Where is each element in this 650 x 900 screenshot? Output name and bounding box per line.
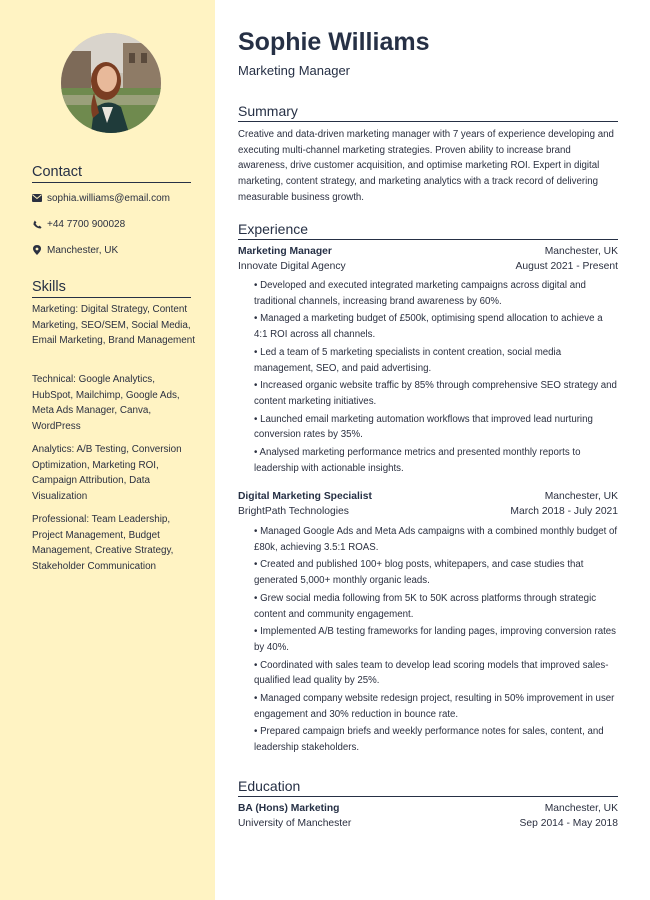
list-item: • Developed and executed integrated marketing campaigns across digital and traditional channels, increasing brand awareness by 60%. bbox=[254, 280, 586, 307]
education-school: University of Manchester bbox=[238, 818, 352, 829]
job-2-subheader bbox=[238, 506, 618, 517]
contact-email[interactable] bbox=[32, 191, 170, 205]
person-name: Sophie Williams bbox=[238, 28, 430, 56]
list-item: • Grew social media following from 5K to 50K across platforms through strategic content and community engagement. bbox=[254, 592, 597, 620]
list-item: • Prepared campaign briefs and weekly performance notes for sales, content, and leadership stakeholders. bbox=[254, 726, 604, 754]
job-1-dates: August 2021 - Present bbox=[515, 261, 618, 272]
job-1-company: Innovate Digital Agency bbox=[238, 261, 346, 272]
skill-group-professional: Professional: Team Leadership, Project Management, Budget Management, Creative Strategy, Stakeholder Communication bbox=[32, 514, 174, 572]
contact-location bbox=[32, 243, 118, 257]
email-text: sophia.williams@email.com bbox=[47, 192, 170, 204]
skills-heading: Skills bbox=[32, 279, 191, 298]
skill-group-technical: Technical: Google Analytics, HubSpot, Mailchimp, Google Ads, Meta Ads Manager, Canva, WordPress bbox=[32, 374, 180, 432]
job-1-header bbox=[238, 246, 618, 257]
skill-group-marketing: Marketing: Digital Strategy, Content Marketing, SEO/SEM, Social Media, Email Marketing, Brand Management bbox=[32, 304, 196, 346]
list-item: • Analysed marketing performance metrics and presented monthly reports to leadership with actionable insights. bbox=[254, 447, 581, 474]
education-header bbox=[238, 803, 618, 814]
list-item: • Coordinated with sales team to develop lead scoring models that improved sales-qualified lead quality by 25%. bbox=[254, 659, 609, 687]
list-item: • Created and published 100+ blog posts, whitepapers, and case studies that generated 5,000+ monthly organic leads. bbox=[254, 559, 584, 587]
skill-group-analytics: Analytics: A/B Testing, Conversion Optimization, Marketing ROI, Campaign Attribution, Data Visualization bbox=[32, 444, 182, 502]
job-2-header bbox=[238, 491, 618, 502]
education-subheader bbox=[238, 818, 618, 829]
phone-text: +44 7700 900028 bbox=[47, 218, 126, 230]
education-location: Manchester, UK bbox=[544, 803, 618, 814]
job-1-subheader bbox=[238, 261, 618, 272]
experience-heading: Experience bbox=[238, 221, 618, 240]
list-item: • Managed a marketing budget of £500k, optimising spend allocation to achieve a 4:1 ROI across all channels. bbox=[254, 313, 603, 341]
job-1-location: Manchester, UK bbox=[544, 246, 618, 257]
sidebar bbox=[0, 0, 215, 900]
job-2-title: Digital Marketing Specialist bbox=[238, 491, 372, 502]
envelope-icon bbox=[32, 193, 42, 203]
contact-phone[interactable] bbox=[32, 217, 125, 231]
summary-heading: Summary bbox=[238, 103, 618, 122]
profile-photo bbox=[61, 33, 161, 133]
summary-text: Creative and data-driven marketing manager with 7 years of experience developing and executing multi-channel marketing strategies. Proven ability to increase brand awareness, drive customer acquisition, and optimise marketing ROI. Expert in digital marketing, content strategy, and marketing analytics with a track record of delivering measurable business growth. bbox=[238, 129, 614, 203]
job-2-bullets bbox=[254, 524, 618, 758]
education-degree: BA (Hons) Marketing bbox=[238, 803, 340, 814]
location-text: Manchester, UK bbox=[47, 244, 119, 256]
job-1-bullets bbox=[254, 278, 618, 478]
education-heading: Education bbox=[238, 778, 618, 797]
person-role: Marketing Manager bbox=[238, 63, 350, 78]
contact-heading: Contact bbox=[32, 164, 191, 183]
location-pin-icon bbox=[32, 245, 42, 255]
list-item: • Managed company website redesign project, resulting in 50% improvement in user engagement and 30% reduction in bounce rate. bbox=[254, 693, 615, 720]
list-item: • Led a team of 5 marketing specialists in content creation, social media management, SEO, and paid advertising. bbox=[254, 346, 562, 374]
job-2-location: Manchester, UK bbox=[544, 491, 618, 502]
education-dates: Sep 2014 - May 2018 bbox=[519, 818, 618, 829]
job-2-company: BrightPath Technologies bbox=[238, 506, 349, 517]
list-item: • Launched email marketing automation workflows that improved lead nurturing conversion rates by 35%. bbox=[254, 413, 593, 441]
list-item: • Managed Google Ads and Meta Ads campaigns with a combined monthly budget of £80k, achieving 3.5:1 ROAS. bbox=[254, 526, 618, 553]
phone-icon bbox=[32, 219, 42, 229]
job-2-dates: March 2018 - July 2021 bbox=[510, 506, 618, 517]
list-item: • Increased organic website traffic by 85% through comprehensive SEO strategy and content marketing initiatives. bbox=[254, 380, 617, 407]
job-1-title: Marketing Manager bbox=[238, 246, 332, 257]
list-item: • Implemented A/B testing frameworks for landing pages, improving conversion rates by 40%. bbox=[254, 626, 617, 653]
